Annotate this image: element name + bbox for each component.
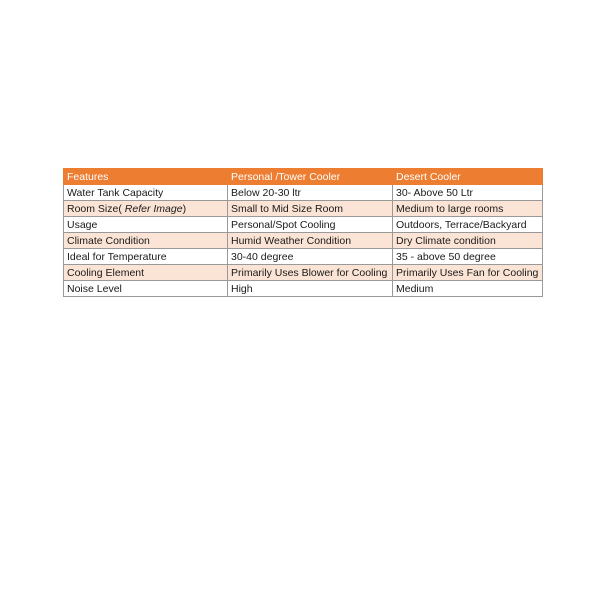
table-row [64, 185, 543, 201]
feature-cell: Usage [64, 217, 228, 233]
table-row [64, 281, 543, 297]
table-row [64, 201, 543, 217]
desert-cooler-cell: Primarily Uses Fan for Cooling [393, 265, 543, 281]
header-features: Features [64, 169, 228, 185]
desert-cooler-cell: 35 - above 50 degree [393, 249, 543, 265]
header-personal-tower-cooler: Personal /Tower Cooler [228, 169, 393, 185]
desert-cooler-cell: Outdoors, Terrace/Backyard [393, 217, 543, 233]
table-row [64, 217, 543, 233]
feature-cell: Climate Condition [64, 233, 228, 249]
feature-cell: Ideal for Temperature [64, 249, 228, 265]
feature-text-suffix: ) [182, 202, 187, 215]
table-row [64, 233, 543, 249]
table-row [64, 265, 543, 281]
personal-cooler-cell: Personal/Spot Cooling [228, 217, 393, 233]
cooler-comparison-table [63, 168, 543, 297]
desert-cooler-cell: Medium [393, 281, 543, 297]
personal-cooler-cell: 30-40 degree [228, 249, 393, 265]
personal-cooler-cell: Primarily Uses Blower for Cooling [228, 265, 393, 281]
table-row [64, 249, 543, 265]
header-desert-cooler: Desert Cooler [393, 169, 543, 185]
table-header-row [64, 169, 543, 185]
feature-cell [64, 201, 228, 217]
personal-cooler-cell: Below 20-30 ltr [228, 185, 393, 201]
personal-cooler-cell: High [228, 281, 393, 297]
feature-cell: Water Tank Capacity [64, 185, 228, 201]
personal-cooler-cell: Humid Weather Condition [228, 233, 393, 249]
desert-cooler-cell: Dry Climate condition [393, 233, 543, 249]
feature-text: Room Size( [67, 202, 122, 215]
feature-cell: Cooling Element [64, 265, 228, 281]
desert-cooler-cell: Medium to large rooms [393, 201, 543, 217]
feature-cell: Noise Level [64, 281, 228, 297]
personal-cooler-cell: Small to Mid Size Room [228, 201, 393, 217]
refer-image-note: Refer Image [121, 202, 183, 215]
desert-cooler-cell: 30- Above 50 Ltr [393, 185, 543, 201]
